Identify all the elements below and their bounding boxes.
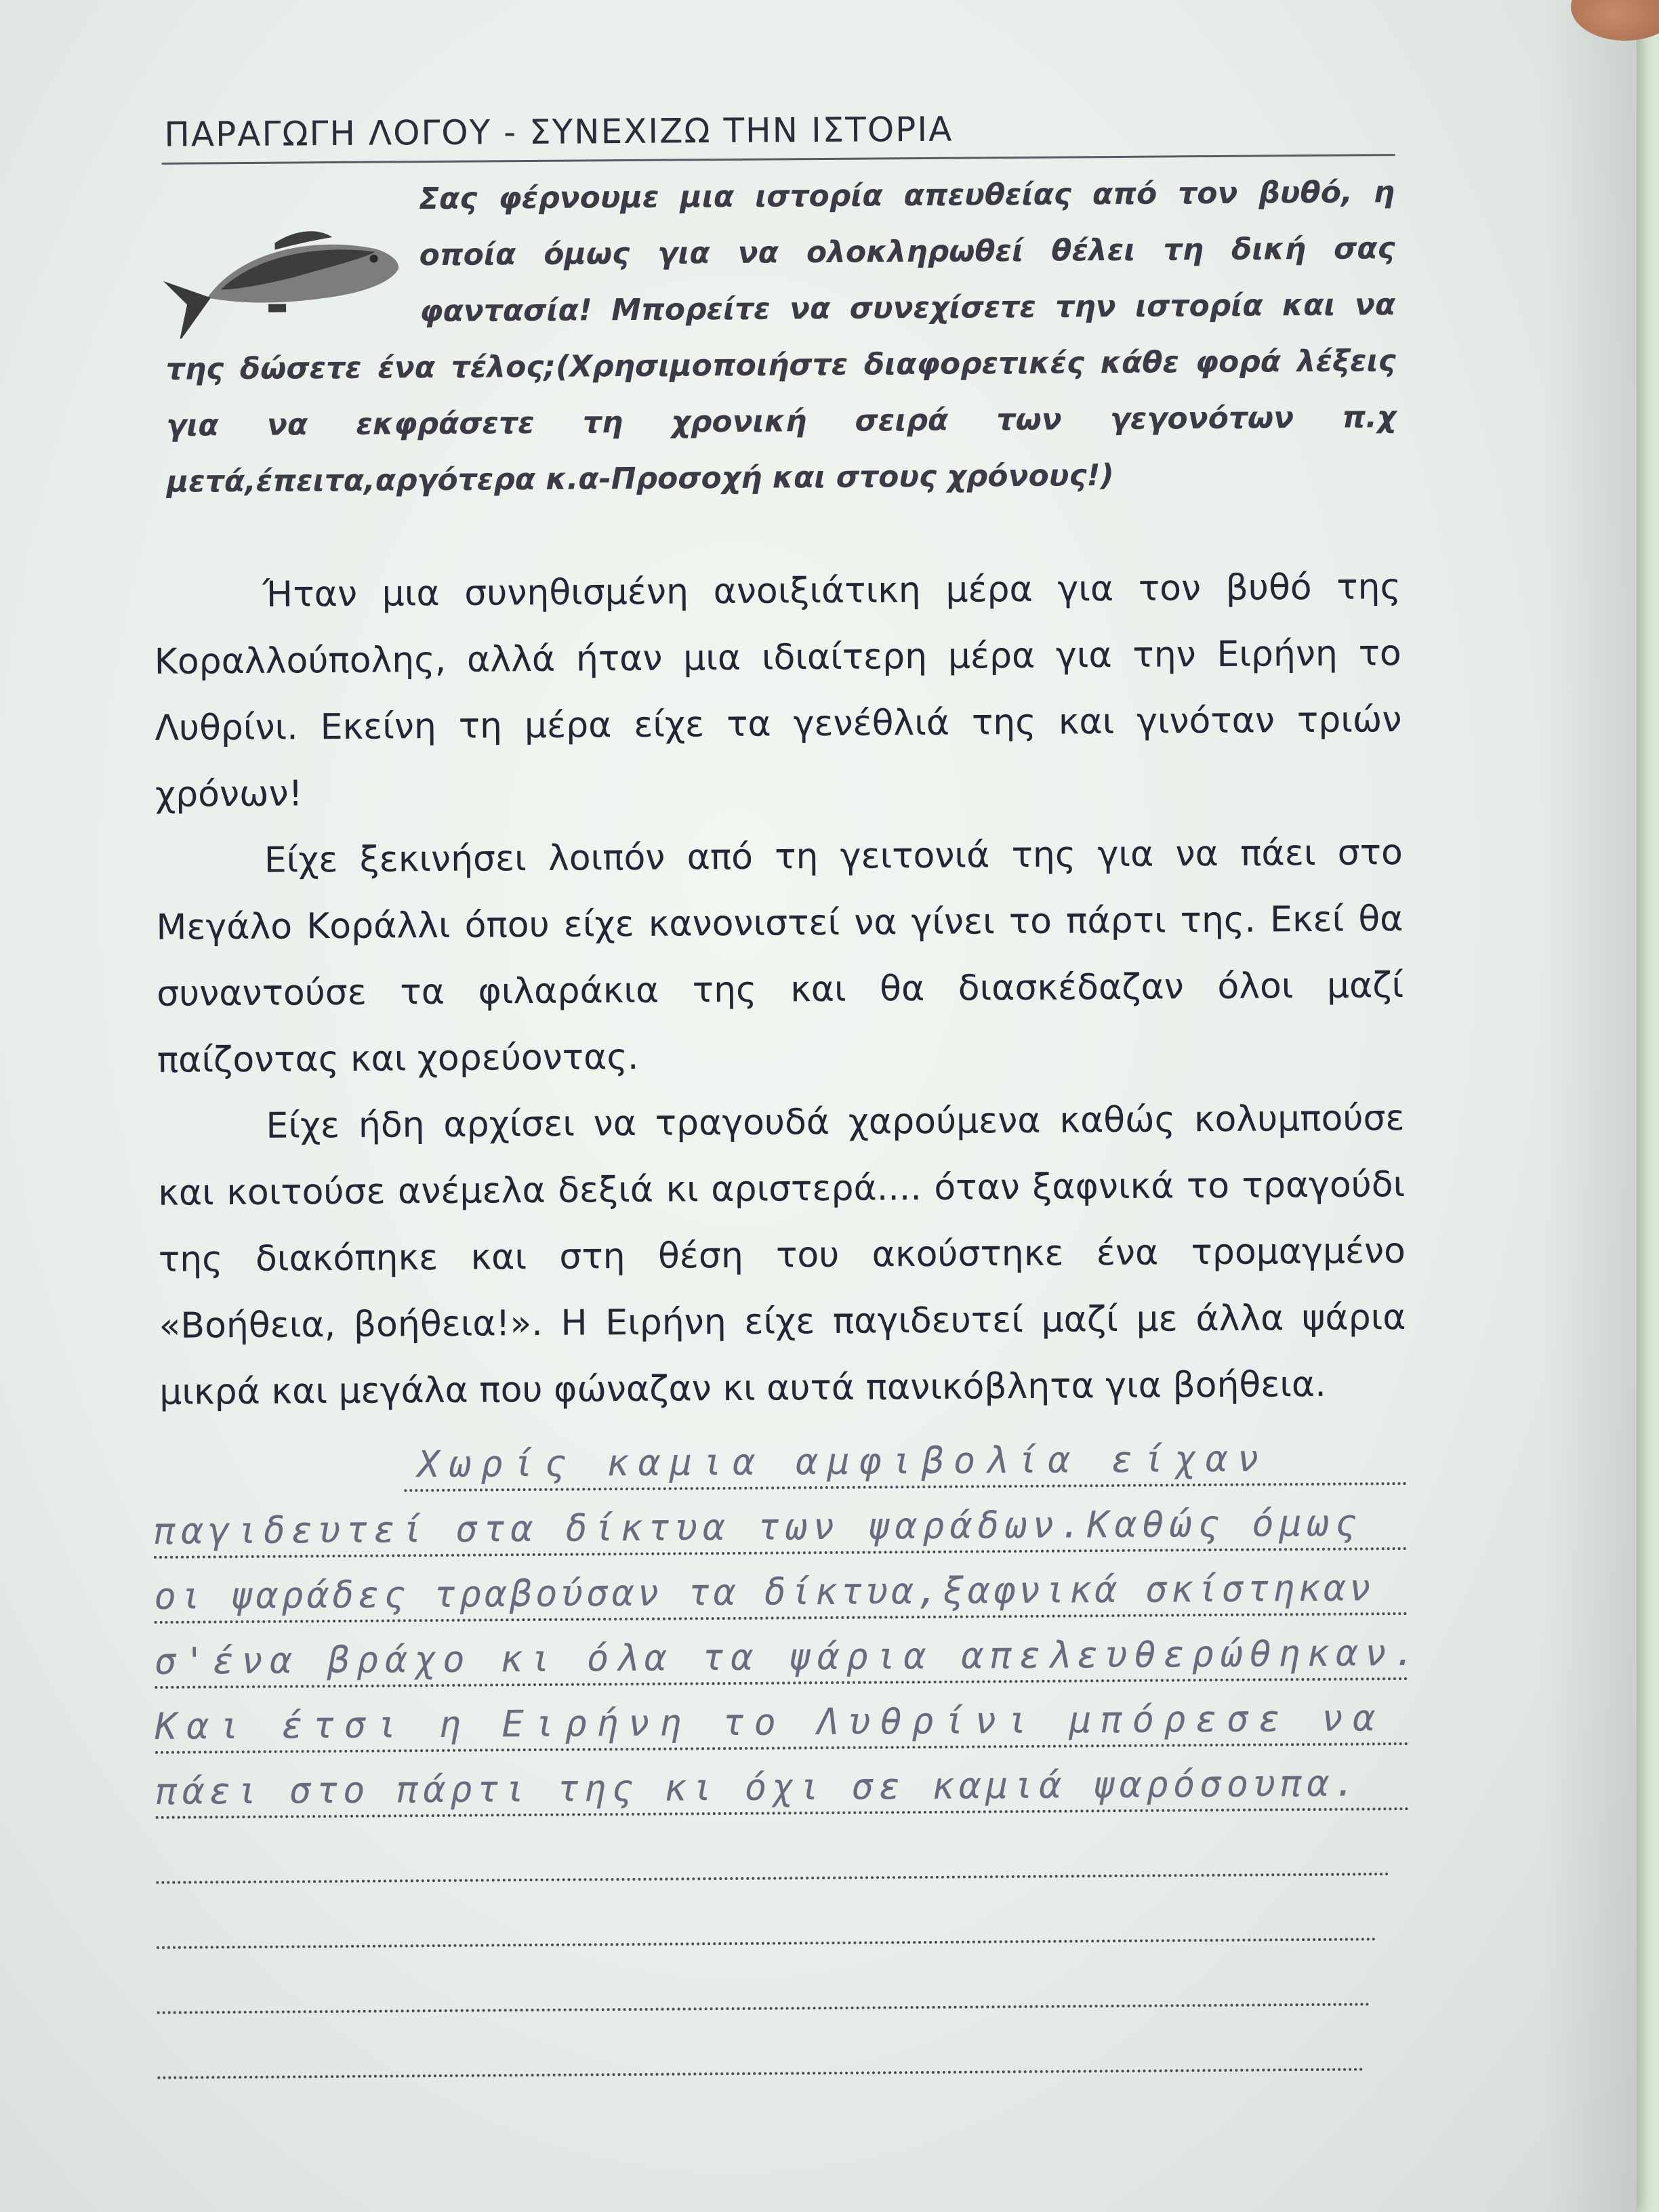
story-paragraph-3: Είχε ήδη αρχίσει να τραγουδά χαρούμενα καθώς κολυμπούσε και κοιτούσε ανέμελα δεξιά κι αριστερά.... όταν ξαφνικά το τραγούδι της διακόπηκε και στη θέση του ακούστηκε ένα τρομαγμένο «Βοήθεια, βοήθεια!». Η Ειρήνη είχε παγιδευτεί μαζί με άλλα ψάρια μικρά και μεγάλα που φώναζαν κι αυτά πανικόβλητα για βοήθεια. [158,1098,1406,1413]
instructions-text [165,164,1397,510]
story-text [154,554,1407,1426]
answer-line [157,1962,1370,2013]
handwriting-line-3: οι ψαράδες τραβούσαν τα δίκτυα,ξαφνικά σκίστηκαν [154,1566,1375,1618]
story-paragraph-2: Είχε ξεκινήσει λοιπόν από τη γειτονιά της για να πάει στο Μεγάλο Κοράλλι όπου είχε κανονιστεί να γίνει το πάρτι της. Εκεί θα συναντούσε τα φιλαράκια της και θα διασκέδαζαν όλοι μαζί παίζοντας και χορεύοντας. [156,832,1404,1081]
instructions-content: Σας φέρνουμε μια ιστορία απευθείας από τον βυθό, η οποία όμως για να ολοκληρωθεί θέλει τη δική σας φαντασία! Μπορείτε να συνεχίσετε την ιστορία και να της δώσετε ένα τέλος;(Χρησιμοποιήστε διαφορετικές κάθε φορά λέξεις για να εκφράσετε τη χρονική σειρά των γεγονότων π.χ μετά,έπειτα,αργότερα κ.α-Προσοχή και στους χρόνους!) [165,175,1397,499]
answer-line [156,1832,1389,1884]
answer-line [157,1897,1376,1949]
answer-area [153,1437,1422,1813]
paper-shadow [1542,0,1637,2212]
worksheet-title: ΠΑΡΑΓΩΓΗ ΛΟΓΟΥ - ΣΥΝΕΧΙΖΩ ΤΗΝ ΙΣΤΟΡΙΑ [164,109,954,155]
handwriting-line-4: σ'ένα βράχο κι όλα τα ψάρια απελευθερώθηκαν. [154,1631,1422,1683]
answer-line [157,2028,1364,2079]
handwriting-line-5: Και έτσι η Ειρήνη το Λυθρίνι μπόρεσε να [155,1696,1385,1748]
handwriting-line-2: παγιδευτεί στα δίκτυα των ψαράδων.Καθώς όμως [153,1501,1362,1553]
fish-spacer [165,171,420,335]
story-paragraph-1: Ήταν μια συνηθισμένη ανοιξιάτικη μέρα για τον βυθό της Κοραλλούπολης, αλλά ήταν μια ιδιαίτερη μέρα για την Ειρήνη το Λυθρίνι. Εκείνη τη μέρα είχε τα γενέθλιά της και γινόταν τριών χρόνων! [154,567,1402,815]
handwriting-line-1: Χωρίς καμια αμφιβολία είχαν [417,1437,1269,1486]
worksheet [144,93,1422,2169]
handwriting-line-6: πάει στο πάρτι της κι όχι σε καμιά ψαρόσουπα. [155,1761,1361,1813]
title-underline [162,154,1395,165]
